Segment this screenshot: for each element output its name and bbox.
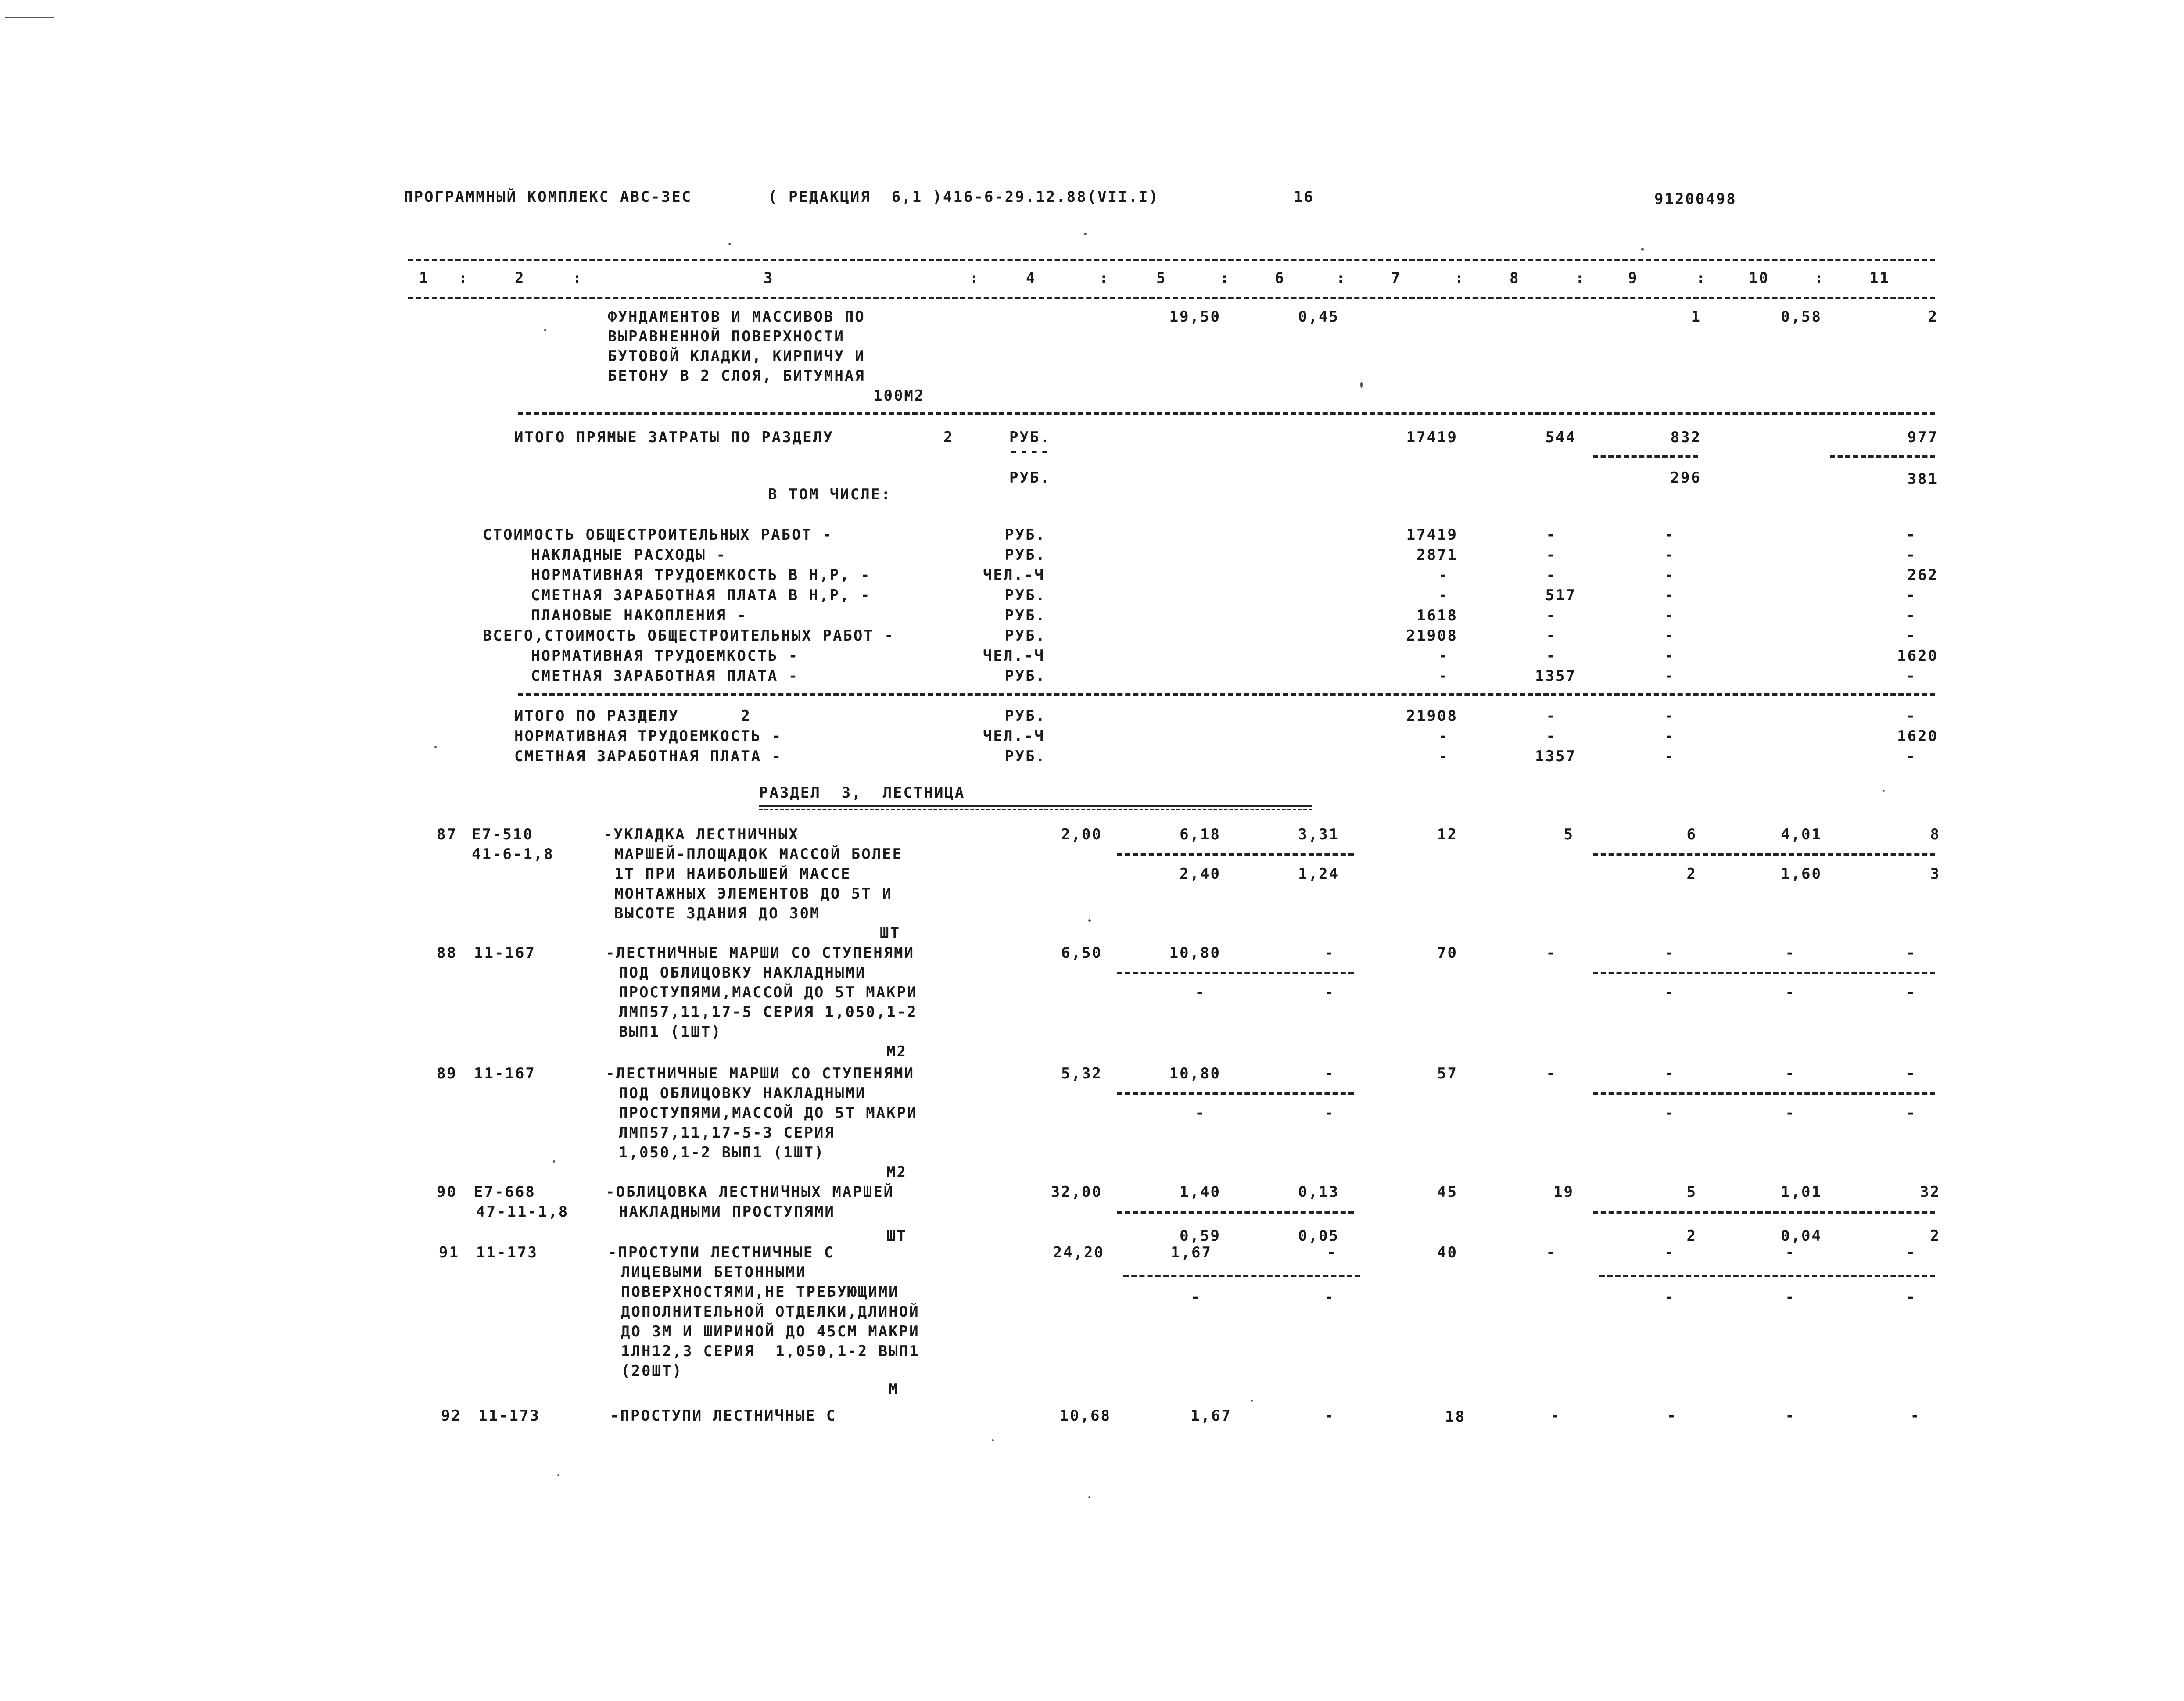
breakdown-label: НАКЛАДНЫЕ РАСХОДЫ - <box>531 546 727 564</box>
edition-info: ( РЕДАКЦИЯ 6,1 )416-6-29.12.88(VII.I) <box>768 188 1159 206</box>
desc-line: 1ЛН12,3 СЕРИЯ 1,050,1-2 ВЫП1 <box>621 1343 920 1360</box>
breakdown-label: ВСЕГО,СТОИМОСТЬ ОБЩЕСТРОИТЕЛЬНЫХ РАБОТ - <box>483 627 895 645</box>
desc-line: 1Т ПРИ НАИБОЛЬШЕЙ МАССЕ <box>614 865 851 883</box>
cell-c8: - <box>1546 707 1556 725</box>
cell-c6: 0,45 <box>1298 308 1339 326</box>
desc-line: МОНТАЖНЫХ ЭЛЕМЕНТОВ ДО 5Т И <box>614 885 893 902</box>
unit: М2 <box>886 1043 907 1060</box>
cell-c9: 1 <box>1691 308 1701 326</box>
desc-line: -ПРОСТУПИ ЛЕСТНИЧНЫЕ С <box>608 1244 835 1261</box>
cell-c9b: - <box>1664 984 1675 1001</box>
cell-c9: 6 <box>1686 826 1697 843</box>
cell-c9b: - <box>1664 1104 1675 1122</box>
desc-line: -ЛЕСТНИЧНЫЕ МАРШИ СО СТУПЕНЯМИ <box>606 944 915 962</box>
breakdown-unit: РУБ. <box>1005 526 1046 544</box>
scan-mark <box>5 17 54 18</box>
cell-c11b: 2 <box>1930 1227 1940 1245</box>
breakdown-label: ПЛАНОВЫЕ НАКОПЛЕНИЯ - <box>531 607 747 624</box>
desc-line: ЛМП57,11,17-5-3 СЕРИЯ <box>619 1124 835 1142</box>
scan-speck <box>557 1474 559 1476</box>
cell-c8: - <box>1546 607 1556 624</box>
cell-c11: - <box>1906 1244 1916 1261</box>
cell-c6: 3,31 <box>1298 826 1339 843</box>
cell-c8: - <box>1550 1407 1561 1425</box>
cell-c11: - <box>1906 526 1916 544</box>
cell-c5: 1,67 <box>1191 1407 1232 1425</box>
item-code: 11-167 <box>474 944 536 962</box>
cell-c7: 70 <box>1437 944 1458 962</box>
cell-c11: 977 <box>1907 429 1938 446</box>
desc-line: ВЫП1 (1ШТ) <box>619 1023 722 1041</box>
cell-c11: - <box>1910 1407 1921 1425</box>
scan-speck <box>1883 790 1885 792</box>
cell-c9: - <box>1664 944 1675 962</box>
desc-line: ВЫСОТЕ ЗДАНИЯ ДО 30М <box>614 905 821 922</box>
cell-c10b: - <box>1785 1289 1796 1306</box>
section3-title: РАЗДЕЛ 3, ЛЕСТНИЦА <box>759 784 965 802</box>
total-unit: ЧЕЛ.-Ч <box>983 727 1045 745</box>
breakdown-label: СМЕТНАЯ ЗАРАБОТНАЯ ПЛАТА - <box>531 667 799 685</box>
cell-c4: 10,68 <box>1059 1407 1111 1425</box>
col-11: 11 <box>1869 269 1890 287</box>
unit: 100М2 <box>873 387 925 405</box>
cell-c5: 10,80 <box>1169 1065 1221 1082</box>
cell-c7: - <box>1438 727 1449 745</box>
desc-line: ЛМП57,11,17-5 СЕРИЯ 1,050,1-2 <box>619 1003 918 1021</box>
header-bottom-rule <box>408 297 1935 299</box>
cell-c8: - <box>1546 627 1556 645</box>
cell-c4: 5,32 <box>1061 1065 1102 1082</box>
cell-c11: 262 <box>1907 566 1938 584</box>
cell-c4: 6,50 <box>1061 944 1102 962</box>
breakdown-label: СТОИМОСТЬ ОБЩЕСТРОИТЕЛЬНЫХ РАБОТ - <box>483 526 833 544</box>
cell-c8: 5 <box>1564 826 1574 843</box>
total-label: СМЕТНАЯ ЗАРАБОТНАЯ ПЛАТА - <box>514 748 782 765</box>
breakdown-unit: ЧЕЛ.-Ч <box>983 566 1045 584</box>
cell-c7: 18 <box>1445 1408 1466 1425</box>
col-7: 7 <box>1391 269 1402 287</box>
cell-c4: 24,20 <box>1053 1244 1105 1261</box>
scan-speck <box>1251 1400 1253 1402</box>
desc-line: ПОВЕРХНОСТЯМИ,НЕ ТРЕБУЮЩИМИ <box>621 1283 899 1301</box>
cell-c9: - <box>1664 707 1675 725</box>
cell-c5: 6,18 <box>1180 826 1221 843</box>
cell-c9: 5 <box>1686 1183 1697 1201</box>
cell-c6b: - <box>1324 1104 1335 1122</box>
desc-line: БЕТОНУ В 2 СЛОЯ, БИТУМНАЯ <box>608 367 865 385</box>
cell-c11b: - <box>1906 984 1916 1001</box>
desc-line: ВЫРАВНЕННОЙ ПОВЕРХНОСТИ <box>608 328 845 345</box>
cell-c9b: 2 <box>1686 1227 1697 1245</box>
including-label: В ТОМ ЧИСЛЕ: <box>768 486 892 503</box>
cell-c11: - <box>1906 627 1916 645</box>
cell-c11: - <box>1906 587 1916 604</box>
desc-line: БУТОВОЙ КЛАДКИ, КИРПИЧУ И <box>608 347 865 365</box>
cell-c8: 19 <box>1553 1183 1574 1201</box>
cell-c7: 40 <box>1437 1244 1458 1261</box>
cell-c8: 1357 <box>1535 667 1576 685</box>
breakdown-label: СМЕТНАЯ ЗАРАБОТНАЯ ПЛАТА В Н,Р, - <box>531 587 871 604</box>
cell-c11b: - <box>1906 1289 1916 1306</box>
cell-c4: 32,00 <box>1051 1183 1102 1201</box>
item-num: 87 <box>437 826 457 843</box>
total-label: ИТОГО ПО РАЗДЕЛУ 2 <box>514 707 751 725</box>
scan-speck <box>1360 382 1363 388</box>
cell-c9: - <box>1664 748 1675 765</box>
scan-speck <box>544 329 546 331</box>
breakdown-unit: РУБ. <box>1005 607 1046 624</box>
cell-c9b: 2 <box>1686 865 1697 883</box>
cell-c11: - <box>1906 546 1916 564</box>
col-2: 2 <box>515 269 525 287</box>
cell-c5b: - <box>1195 1104 1205 1122</box>
cell-c8: - <box>1546 647 1556 665</box>
cell-c8: 544 <box>1545 429 1576 446</box>
item-num: 89 <box>437 1065 457 1082</box>
unit: М <box>889 1381 899 1398</box>
scan-speck <box>992 1439 994 1441</box>
total-unit: РУБ. <box>1005 748 1046 765</box>
cell-c9: - <box>1664 526 1675 544</box>
total-label: НОРМАТИВНАЯ ТРУДОЕМКОСТЬ - <box>514 727 782 745</box>
cell-c9: - <box>1664 647 1675 665</box>
cell-c9b: - <box>1664 1289 1675 1306</box>
breakdown-label: НОРМАТИВНАЯ ТРУДОЕМКОСТЬ В Н,Р, - <box>531 566 871 584</box>
cell-c5b: - <box>1195 984 1205 1001</box>
item-num: 88 <box>437 944 457 962</box>
cell-c7: - <box>1438 566 1449 584</box>
scan-speck <box>553 1160 555 1163</box>
cell-c8: - <box>1546 546 1556 564</box>
scan-speck <box>434 746 437 748</box>
cell-c7: - <box>1438 667 1449 685</box>
cell-c8: 517 <box>1545 587 1576 604</box>
desc-line: ПОД ОБЛИЦОВКУ НАКЛАДНЫМИ <box>619 1085 866 1102</box>
cell-c10: 0,58 <box>1781 308 1822 326</box>
cell-c9b: 296 <box>1670 469 1701 487</box>
cell-c8: - <box>1546 566 1556 584</box>
cell-c7: 45 <box>1437 1183 1458 1201</box>
cell-c9: - <box>1664 546 1675 564</box>
cell-c7: 17419 <box>1406 526 1458 544</box>
cell-c6: - <box>1324 1407 1335 1425</box>
cell-c7: 17419 <box>1406 429 1458 446</box>
item-code: 11-173 <box>478 1407 540 1425</box>
desc-line: ПРОСТУПЯМИ,МАССОЙ ДО 5Т МАКРИ <box>619 984 918 1001</box>
cell-c8: 1357 <box>1535 748 1576 765</box>
cell-c7: 12 <box>1437 826 1458 843</box>
cell-c11: 1620 <box>1897 727 1938 745</box>
cell-c4: 2,00 <box>1061 826 1102 843</box>
cell-c8: - <box>1546 1065 1556 1082</box>
breakdown-unit: РУБ. <box>1005 667 1046 685</box>
unit: ШТ <box>880 924 900 942</box>
cell-c10b: 0,04 <box>1781 1227 1822 1245</box>
scan-speck <box>1088 919 1091 922</box>
cell-c6b: 1,24 <box>1298 865 1339 883</box>
desc-line: ДОПОЛНИТЕЛЬНОЙ ОТДЕЛКИ,ДЛИНОЙ <box>621 1303 920 1321</box>
cell-c5b: - <box>1191 1289 1201 1306</box>
item-code: 11-173 <box>476 1244 538 1261</box>
desc-line: -УКЛАДКА ЛЕСТНИЧНЫХ <box>603 826 799 843</box>
item-code2: 41-6-1,8 <box>472 845 554 863</box>
cell-c11: 1620 <box>1897 647 1938 665</box>
cell-c10: - <box>1785 944 1796 962</box>
cell-c10b: 1,60 <box>1781 865 1822 883</box>
cell-c8: - <box>1546 526 1556 544</box>
cell-c11b: 381 <box>1907 470 1938 488</box>
cell-c8: - <box>1546 727 1556 745</box>
desc-line: ЛИЦЕВЫМИ БЕТОННЫМИ <box>621 1264 807 1281</box>
cell-c11: - <box>1906 607 1916 624</box>
cell-c6b: - <box>1324 984 1335 1001</box>
cell-c8: - <box>1546 944 1556 962</box>
cell-c7: 1618 <box>1417 607 1458 624</box>
col-8: 8 <box>1510 269 1520 287</box>
desc-line: ПРОСТУПЯМИ,МАССОЙ ДО 5Т МАКРИ <box>619 1104 918 1122</box>
cell-c11b: - <box>1906 1104 1916 1122</box>
desc-line: ФУНДАМЕНТОВ И МАССИВОВ ПО <box>608 308 865 326</box>
direct-costs-unit-dashes: ---- <box>1009 443 1051 460</box>
cell-c10: - <box>1785 1407 1796 1425</box>
breakdown-label: НОРМАТИВНАЯ ТРУДОЕМКОСТЬ - <box>531 647 799 665</box>
cell-c9: - <box>1664 1065 1675 1082</box>
cell-c9: - <box>1664 566 1675 584</box>
cell-c11: - <box>1906 707 1916 725</box>
cell-c9: - <box>1664 607 1675 624</box>
cell-c5b: 2,40 <box>1180 865 1221 883</box>
cell-c7: 21908 <box>1406 707 1458 725</box>
col-10: 10 <box>1749 269 1769 287</box>
cell-c6b: - <box>1324 1289 1335 1306</box>
section3-underline <box>759 805 1312 810</box>
cell-c5: 10,80 <box>1169 944 1221 962</box>
cell-c9: - <box>1664 627 1675 645</box>
scan-speck <box>1088 1496 1090 1498</box>
cell-c10: - <box>1785 1065 1796 1082</box>
program-name: ПРОГРАММНЫЙ КОМПЛЕКС АВС-ЗЕС <box>404 188 692 206</box>
item-code: Е7-510 <box>472 826 534 843</box>
cell-c7: - <box>1438 647 1449 665</box>
item-num: 92 <box>441 1407 462 1425</box>
breakdown-unit: РУБ. <box>1005 627 1046 645</box>
col-3: 3 <box>764 269 774 287</box>
cell-c8: - <box>1546 1244 1556 1261</box>
desc-line: -ПРОСТУПИ ЛЕСТНИЧНЫЕ С <box>610 1407 837 1425</box>
cell-c10: 1,01 <box>1781 1183 1822 1201</box>
cell-c11: - <box>1906 667 1916 685</box>
cell-c9: - <box>1667 1407 1677 1425</box>
cell-c11: 8 <box>1930 826 1940 843</box>
desc-line: -ЛЕСТНИЧНЫЕ МАРШИ СО СТУПЕНЯМИ <box>606 1065 915 1082</box>
page-number: 16 <box>1294 188 1314 206</box>
cell-c11: 32 <box>1920 1183 1940 1201</box>
unit: М2 <box>886 1164 907 1181</box>
item-num: 90 <box>437 1183 457 1201</box>
desc-line: МАРШЕЙ-ПЛОЩАДОК МАССОЙ БОЛЕЕ <box>614 845 903 863</box>
cell-c9: - <box>1664 727 1675 745</box>
cell-c6b: 0,05 <box>1298 1227 1339 1245</box>
cell-c9: - <box>1664 667 1675 685</box>
total-unit: РУБ. <box>1005 707 1046 725</box>
scan-speck <box>1084 233 1087 235</box>
breakdown-unit: ЧЕЛ.-Ч <box>983 647 1045 665</box>
cell-c11b: 3 <box>1930 865 1940 883</box>
col-5: 5 <box>1156 269 1167 287</box>
scan-speck <box>728 243 731 245</box>
cell-c6: - <box>1327 1244 1337 1261</box>
desc-line: 1,050,1-2 ВЫП1 (1ШТ) <box>619 1144 825 1161</box>
direct-costs-unit: РУБ. <box>1009 429 1051 446</box>
cell-c11: - <box>1906 1065 1916 1082</box>
section-rule <box>518 412 1935 415</box>
cell-c5: 1,67 <box>1171 1244 1212 1261</box>
breakdown-unit: РУБ. <box>1005 546 1046 564</box>
cell-c10b: - <box>1785 1104 1796 1122</box>
col-6: 6 <box>1275 269 1285 287</box>
scan-speck <box>1641 248 1644 251</box>
desc-line: (20ШТ) <box>621 1362 683 1380</box>
cell-c9: - <box>1664 587 1675 604</box>
document-code: 91200498 <box>1654 190 1737 208</box>
item-code: 11-167 <box>474 1065 536 1082</box>
cell-c5: 19,50 <box>1169 308 1221 326</box>
section-rule <box>518 693 1935 696</box>
cell-c11: 2 <box>1928 308 1938 326</box>
item-code2: 47-11-1,8 <box>476 1203 569 1221</box>
desc-line: ПОД ОБЛИЦОВКУ НАКЛАДНЫМИ <box>619 964 866 981</box>
desc-line: ДО 3М И ШИРИНОЙ ДО 45СМ МАКРИ <box>621 1323 920 1340</box>
cell-c11: - <box>1906 748 1916 765</box>
desc-line: НАКЛАДНЫМИ ПРОСТУПЯМИ <box>619 1203 835 1221</box>
cell-c9: - <box>1664 1244 1675 1261</box>
cell-c7: - <box>1438 587 1449 604</box>
unit: ШТ <box>886 1227 907 1245</box>
col-4: 4 <box>1026 269 1036 287</box>
desc-line: -ОБЛИЦОВКА ЛЕСТНИЧНЫХ МАРШЕЙ <box>606 1183 894 1201</box>
item-code: Е7-668 <box>474 1183 536 1201</box>
cell-c7: 2871 <box>1417 546 1458 564</box>
cell-c5b: 0,59 <box>1180 1227 1221 1245</box>
cell-c10b: - <box>1785 984 1796 1001</box>
cell-c6: - <box>1324 944 1335 962</box>
cell-c10: 4,01 <box>1781 826 1822 843</box>
cell-c6: 0,13 <box>1298 1183 1339 1201</box>
direct-costs-section: 2 <box>943 429 954 446</box>
breakdown-unit: РУБ. <box>1005 587 1046 604</box>
col-9: 9 <box>1628 269 1639 287</box>
cell-c11: - <box>1906 944 1916 962</box>
cell-c6: - <box>1324 1065 1335 1082</box>
cell-c7: - <box>1438 748 1449 765</box>
cell-c7: 21908 <box>1406 627 1458 645</box>
cell-c10: - <box>1785 1244 1796 1261</box>
cell-c7: 57 <box>1437 1065 1458 1082</box>
item-num: 91 <box>439 1244 459 1261</box>
direct-costs-label: ИТОГО ПРЯМЫЕ ЗАТРАТЫ ПО РАЗДЕЛУ <box>514 429 834 446</box>
cell-c9: 832 <box>1670 429 1701 446</box>
cell-c5: 1,40 <box>1180 1183 1221 1201</box>
direct-costs-unit2: РУБ. <box>1009 469 1051 487</box>
table-top-rule <box>408 259 1935 261</box>
col-1: 1 <box>419 269 430 287</box>
